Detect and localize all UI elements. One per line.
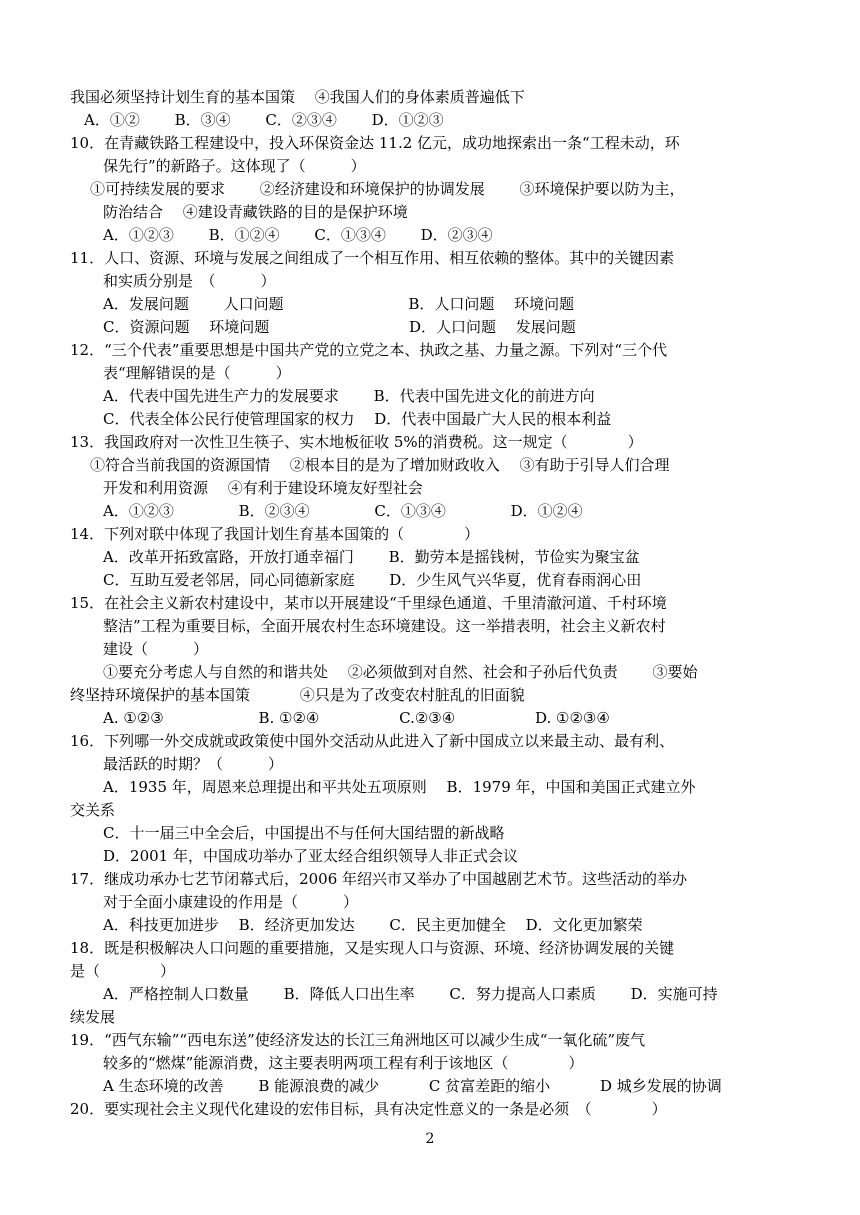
text-line: A．科技更加进步 B．经济更加发达 C．民主更加健全 D．文化更加繁荣 [103,916,643,934]
text-line: 14．下列对联中体现了我国计划生育基本国策的（ ） [70,525,480,543]
text-line: ①要充分考虑人与自然的和谐共处 ②必须做到对自然、社会和子孙后代负责 ③要始 [103,663,698,681]
text-line: 续发展 [70,1008,116,1026]
text-line: 12．“三个代表”重要思想是中国共产党的立党之本、执政之基、力量之源。下列对“三个代 [70,341,668,359]
text-line: 20．要实现社会主义现代化建设的宏伟目标，具有决定性意义的一条是必须 （ ） [70,1100,667,1118]
text-line: 开发和利用资源 ④有利于建设环境友好型社会 [103,479,423,497]
text-line: 终坚持环境保护的基本国策 ④只是为了改变农村脏乱的旧面貌 [70,686,525,704]
text-line: C．互助互爱老邻居，同心同德新家庭 D．少生风气兴华夏，优育春雨润心田 [103,571,642,589]
text-line: 建设（ ） [103,640,209,658]
text-line: 保先行”的新路子。这体现了（ ） [103,157,366,175]
text-line: ①可持续发展的要求 ②经济建设和环境保护的协调发展 ③环境保护要以防为主， [90,180,685,198]
text-line: A．①②③ B．②③④ C．①③④ D．①②④ [103,502,583,520]
text-line: A．改革开拓致富路，开放打通幸福门 B．勤劳本是摇钱树，节俭实为聚宝盆 [103,548,640,566]
text-line: 整洁”工程为重要目标，全面开展农村生态环境建设。这一举措表明，社会主义新农村 [103,617,666,635]
text-line: 和实质分别是 （ ） [103,272,276,290]
text-line: 10．在青藏铁路工程建设中，投入环保资金达 11.2 亿元，成功地探索出一条“工程未动，环 [70,134,680,152]
text-line: C．代表全体公民行使管理国家的权力 D．代表中国最广大人民的根本利益 [103,410,612,428]
text-line: D．2001 年，中国成功举办了亚太经合组织领导人非正式会议 [103,847,518,865]
text-line: C．十一届三中全会后，中国提出不与任何大国结盟的新战略 [103,824,505,842]
text-line: 表“理解错误的是（ ） [103,364,291,382]
text-line: 我国必须坚持计划生育的基本国策 ④我国人们的身体素质普遍低下 [70,88,525,106]
text-line: A. ①②③ B. ①②④ C.②③④ D. ①②③④ [103,709,610,727]
text-line: 17．继成功承办七艺节闭幕式后，2006 年绍兴市又举办了中国越剧艺术节。这些活动的举办 [70,870,688,888]
text-line: 较多的“燃煤”能源消费，这主要表明两项工程有利于该地区（ ） [103,1054,584,1072]
text-line: 对于全面小康建设的作用是（ ） [103,893,359,911]
text-line: C．资源问题 环境问题 D．人口问题 发展问题 [103,318,576,336]
text-line: A．代表中国先进生产力的发展要求 B．代表中国先进文化的前进方向 [103,387,595,405]
text-line: A．①②③ B．①②④ C．①③④ D．②③④ [103,226,493,244]
text-line: A．①② B．③④ C．②③④ D．①②③ [84,111,444,129]
text-line: 防治结合 ④建设青藏铁路的目的是保护环境 [103,203,408,221]
text-line: 19．“西气东输”“西电东送”使经济发达的长江三角洲地区可以减少生成“一氧化硫”废气 [70,1031,646,1049]
text-line: A．1935 年，周恩来总理提出和平共处五项原则 B．1979 年，中国和美国正式建立外 [103,778,696,796]
text-line: 11．人口、资源、环境与发展之间组成了一个相互作用、相互依赖的整体。其中的关键因素 [70,249,675,267]
text-line: 16．下列哪一外交成就或政策使中国外交活动从此进入了新中国成立以来最主动、最有利、 [70,732,675,750]
text-line: 15．在社会主义新农村建设中，某市以开展建设“千里绿色通道、千里清澈河道、千村环境 [70,594,667,612]
text-line: 18．既是积极解决人口问题的重要措施，又是实现人口与资源、环境、经济协调发展的关键 [70,939,675,957]
text-line: 13．我国政府对一次性卫生筷子、实木地板征收 5%的消费税。这一规定（ ） [70,433,643,451]
text-line: 最活跃的时期？（ ） [103,755,284,773]
page-number: 2 [425,1131,435,1147]
question-text-block [70,86,790,1121]
text-line: A 生态环境的改善 B 能源浪费的减少 C 贫富差距的缩小 D 城乡发展的协调 [103,1077,722,1095]
text-line: 是（ ） [70,962,176,980]
text-line: 交关系 [70,801,116,819]
text-line: ①符合当前我国的资源国情 ②根本目的是为了增加财政收入 ③有助于引导人们合理 [90,456,670,474]
text-line: A．发展问题 人口问题 B．人口问题 环境问题 [103,295,575,313]
text-line: A．严格控制人口数量 B．降低人口出生率 C．努力提高人口素质 D．实施可持 [103,985,718,1003]
